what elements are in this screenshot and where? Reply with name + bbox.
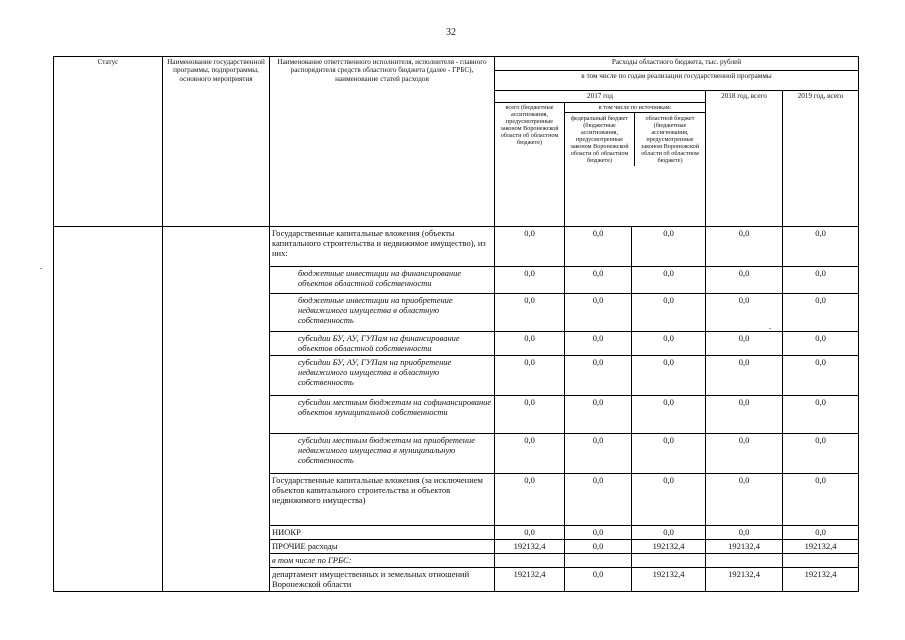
scan-speck	[769, 328, 771, 329]
header-regional: областной бюджет (бюджетные ассигнования, предусмотренные законом Воронежской области об областном бюджете)	[640, 115, 700, 164]
row-label: в том числе по ГРБС:	[270, 554, 495, 568]
value-2019: 192132,4	[783, 540, 859, 554]
row-label: ПРОЧИЕ расходы	[270, 540, 495, 554]
value-2017-federal: 0,0	[565, 396, 632, 434]
value-2019: 0,0	[783, 267, 859, 294]
value-2017-total	[495, 554, 565, 568]
value-2017-federal: 0,0	[565, 294, 632, 332]
header-sources-block	[565, 103, 706, 227]
row-label: Государственные капитальные вложения (за исключением объектов капитального строительства и объектов недвижимого имущества)	[270, 474, 495, 526]
value-2017-federal: 0,0	[565, 227, 632, 267]
value-2019: 0,0	[783, 227, 859, 267]
value-2018: 0,0	[706, 267, 783, 294]
value-2019: 0,0	[783, 474, 859, 526]
value-2017-federal	[565, 554, 632, 568]
value-2019: 192132,4	[783, 568, 859, 592]
row-label: субсидии местным бюджетам на приобретение недвижимого имущества в муниципальную собственность	[270, 434, 495, 474]
value-2019: 0,0	[783, 526, 859, 540]
value-2017-regional: 0,0	[632, 356, 706, 396]
value-2017-federal: 0,0	[565, 526, 632, 540]
value-2017-regional: 0,0	[632, 294, 706, 332]
status-cell	[54, 227, 163, 592]
value-2017-regional: 192132,4	[632, 568, 706, 592]
header-by-sources: в том числе по источникам:	[565, 103, 705, 113]
value-2017-total: 0,0	[495, 294, 565, 332]
value-2018: 0,0	[706, 227, 783, 267]
program-cell	[163, 227, 270, 592]
row-label: субсидии БУ, АУ, ГУПам на финансирование объектов областной собственности	[270, 332, 495, 356]
value-2017-total: 0,0	[495, 267, 565, 294]
row-label: субсидии БУ, АУ, ГУПам на приобретение недвижимого имущества в областную собственность	[270, 356, 495, 396]
value-2017-total: 0,0	[495, 434, 565, 474]
value-2017-regional: 0,0	[632, 396, 706, 434]
value-2018: 192132,4	[706, 568, 783, 592]
header-year-2018: 2018 год, всего	[706, 91, 783, 227]
value-2017-regional: 192132,4	[632, 540, 706, 554]
row-label: бюджетные инвестиции на финансирование объектов областной собственности	[270, 267, 495, 294]
value-2019	[783, 554, 859, 568]
value-2017-total: 0,0	[495, 227, 565, 267]
value-2019: 0,0	[783, 294, 859, 332]
row-label: департамент имущественных и земельных отношений Воронежской области	[270, 568, 495, 592]
value-2017-total: 0,0	[495, 474, 565, 526]
value-2017-regional: 0,0	[632, 227, 706, 267]
value-2018: 0,0	[706, 294, 783, 332]
value-2017-federal: 0,0	[565, 332, 632, 356]
value-2017-regional: 0,0	[632, 434, 706, 474]
value-2019: 0,0	[783, 356, 859, 396]
value-2018: 0,0	[706, 332, 783, 356]
header-by-years: в том числе по годам реализации государственной программы	[495, 71, 859, 91]
value-2018: 0,0	[706, 526, 783, 540]
header-federal: федеральный бюджет (бюджетные ассигнования, предусмотренные законом Воронежской области об областном бюджете)	[565, 113, 635, 166]
value-2018: 0,0	[706, 356, 783, 396]
value-2017-federal: 0,0	[565, 474, 632, 526]
budget-table	[53, 56, 859, 592]
scan-speck	[40, 268, 42, 269]
value-2019: 0,0	[783, 332, 859, 356]
value-2017-total: 0,0	[495, 526, 565, 540]
header-program-name: Наименование государственной программы, подпрограммы, основного мероприятия	[163, 57, 270, 227]
header-year-2019: 2019 год, всего	[783, 91, 859, 227]
value-2018: 0,0	[706, 434, 783, 474]
header-status: Статус	[54, 57, 163, 227]
header-total-2017: всего (бюджетные ассигнования, предусмотренные законом Воронежской области об областном бюджете)	[495, 103, 565, 227]
value-2018: 192132,4	[706, 540, 783, 554]
value-2017-regional: 0,0	[632, 526, 706, 540]
value-2019: 0,0	[783, 434, 859, 474]
value-2017-federal: 0,0	[565, 356, 632, 396]
header-expenses: Расходы областного бюджета, тыс. рублей	[495, 57, 859, 71]
row-label: НИОКР	[270, 526, 495, 540]
row-label: Государственные капитальные вложения (объекты капитального строительства и недвижимое имущество), из них:	[270, 227, 495, 267]
page-number: 32	[446, 27, 456, 38]
header-year-2017: 2017 год	[495, 91, 706, 103]
row-label: субсидии местным бюджетам на софинансирование объектов муниципальной собственности	[270, 396, 495, 434]
value-2017-federal: 0,0	[565, 434, 632, 474]
value-2017-total: 0,0	[495, 356, 565, 396]
value-2017-total: 192132,4	[495, 568, 565, 592]
value-2019: 0,0	[783, 396, 859, 434]
value-2017-regional: 0,0	[632, 332, 706, 356]
value-2017-regional	[632, 554, 706, 568]
value-2017-total: 192132,4	[495, 540, 565, 554]
value-2017-total: 0,0	[495, 396, 565, 434]
value-2017-federal: 0,0	[565, 267, 632, 294]
row-label: бюджетные инвестиции на приобретение недвижимого имущества в областную собственность	[270, 294, 495, 332]
value-2018	[706, 554, 783, 568]
value-2017-regional: 0,0	[632, 474, 706, 526]
value-2017-federal: 0,0	[565, 568, 632, 592]
value-2018: 0,0	[706, 396, 783, 434]
value-2018: 0,0	[706, 474, 783, 526]
table-row	[54, 227, 859, 267]
header-executor: Наименование ответственного исполнителя, исполнителя - главного распорядителя средств областного бюджета (далее - ГРБС), наименование статей расходов	[270, 57, 495, 227]
value-2017-regional: 0,0	[632, 267, 706, 294]
value-2017-total: 0,0	[495, 332, 565, 356]
value-2017-federal: 0,0	[565, 540, 632, 554]
